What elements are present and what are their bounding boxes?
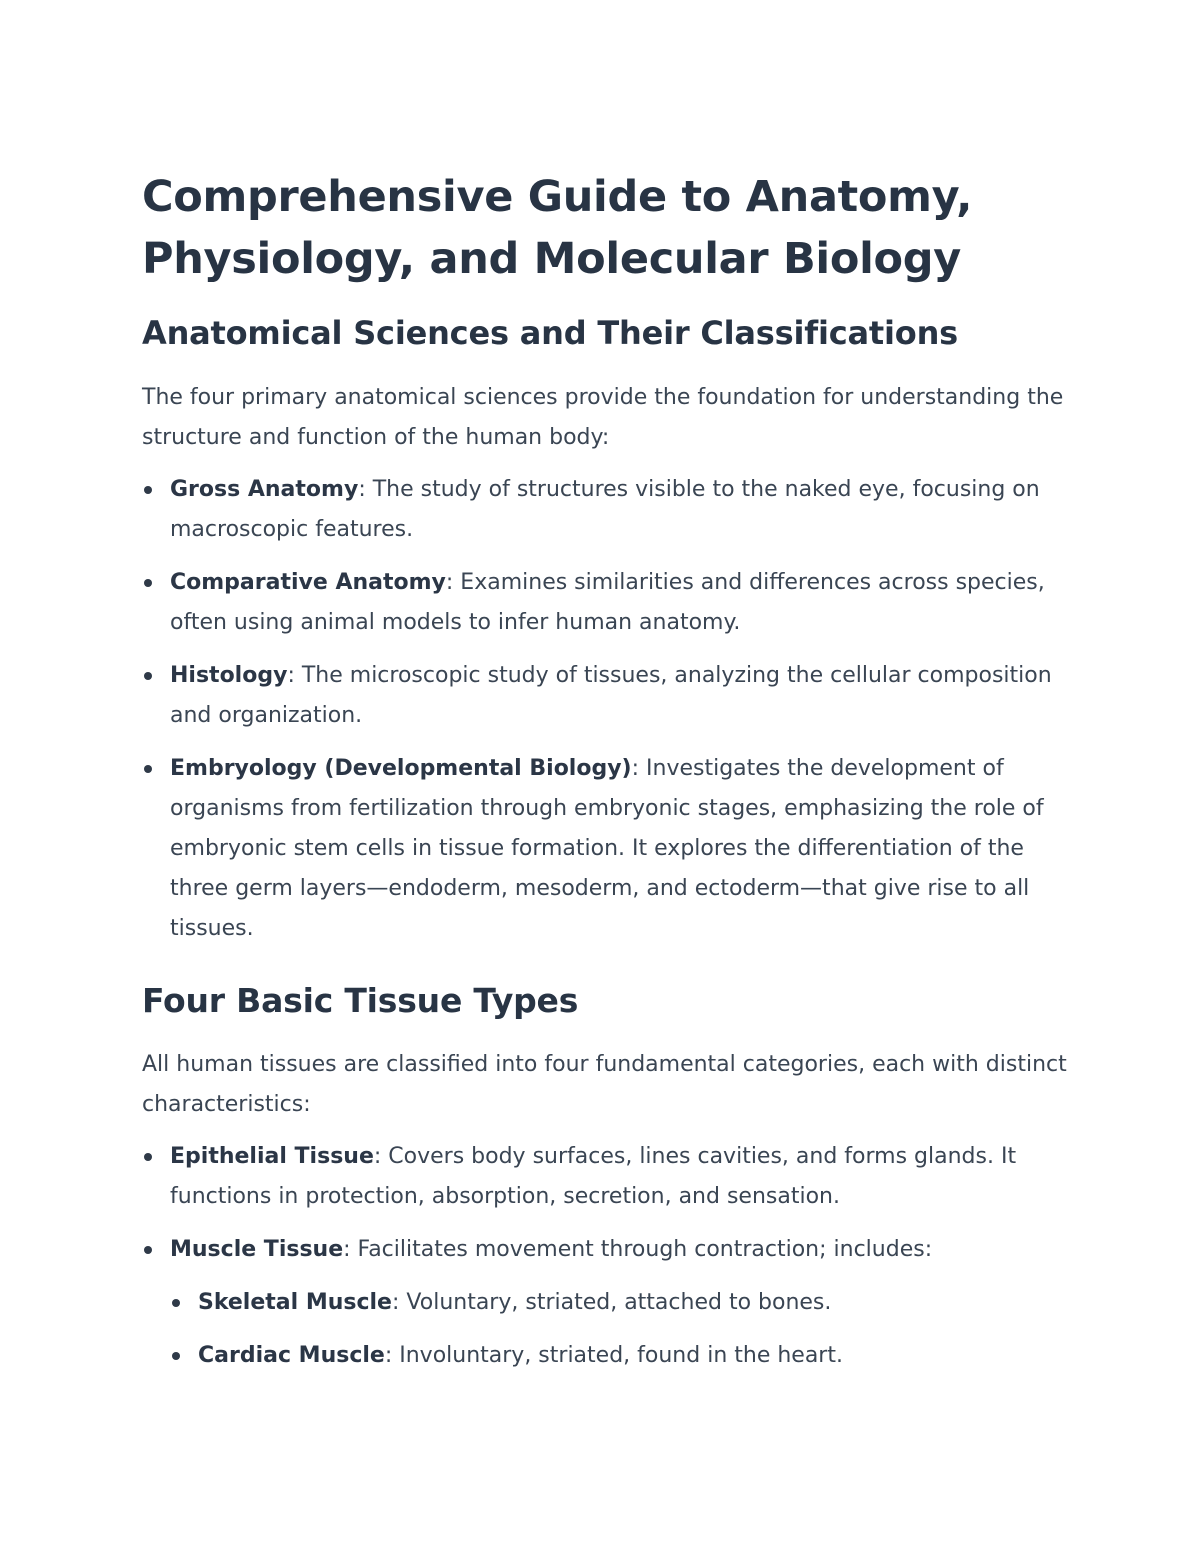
list-item-term: Embryology (Developmental Biology)	[170, 756, 632, 781]
list-item-text: Facilitates movement through contraction; includes:	[350, 1237, 933, 1262]
section-heading-anatomical-sciences: Anatomical Sciences and Their Classifications	[142, 314, 959, 352]
list-item-text: Covers body surfaces, lines cavities, and forms glands. It functions in protection, absorption, secretion, and sensation.	[170, 1144, 1017, 1209]
sublist-item: Cardiac Muscle: Involuntary, striated, found in the heart.	[170, 1336, 1072, 1376]
sublist-item: Skeletal Muscle: Voluntary, striated, attached to bones.	[170, 1283, 1072, 1323]
section-intro-tissue-types: All human tissues are classified into four fundamental categories, each with distinct characteristics:	[142, 1052, 1067, 1117]
list-item: Comparative Anatomy: Examines similarities and differences across species, often using animal models to infer human anatomy.	[142, 563, 1072, 643]
list-item-text: The study of structures visible to the naked eye, focusing on macroscopic features.	[170, 477, 1040, 542]
anatomical-sciences-list	[142, 470, 1072, 949]
list-item: Embryology (Developmental Biology): Investigates the development of organisms from fertilization through embryonic stages, emphasizing the role of embryonic stem cells in tissue formation. It explores the differentiation of the three germ layers—endoderm, mesoderm, and ectoderm—that give rise to all tissues.	[142, 749, 1072, 949]
list-item-term: Comparative Anatomy	[170, 570, 446, 595]
sublist-item-term: Skeletal Muscle	[198, 1290, 392, 1315]
list-item-term: Histology	[170, 663, 288, 688]
list-item-text: Examines similarities and differences across species, often using animal models to infer human anatomy.	[170, 570, 1045, 635]
list-item: Epithelial Tissue: Covers body surfaces, lines cavities, and forms glands. It functions in protection, absorption, secretion, and sensation.	[142, 1137, 1072, 1217]
sublist-item-term: Cardiac Muscle	[198, 1343, 385, 1368]
list-item: Histology: The microscopic study of tissues, analyzing the cellular composition and organization.	[142, 656, 1072, 736]
list-item: Gross Anatomy: The study of structures visible to the naked eye, focusing on macroscopic features.	[142, 470, 1072, 550]
list-item-term: Epithelial Tissue	[170, 1144, 374, 1169]
muscle-types-sublist	[170, 1283, 1072, 1376]
sublist-item-text: Voluntary, striated, attached to bones.	[399, 1290, 832, 1315]
tissue-types-list	[142, 1137, 1072, 1376]
section-heading-tissue-types: Four Basic Tissue Types	[142, 981, 579, 1020]
list-item-term: Muscle Tissue	[170, 1237, 344, 1262]
list-item-text: The microscopic study of tissues, analyzing the cellular composition and organization.	[170, 663, 1052, 728]
document-title: Comprehensive Guide to Anatomy, Physiology, and Molecular Biology	[142, 172, 973, 284]
document-page	[142, 166, 1072, 1389]
sublist-item-text: Involuntary, striated, found in the heart.	[392, 1343, 843, 1368]
list-item-term: Gross Anatomy	[170, 477, 359, 502]
section-intro-anatomical-sciences: The four primary anatomical sciences provide the foundation for understanding the structure and function of the human body:	[142, 385, 1064, 450]
list-item-text: Investigates the development of organisms from fertilization through embryonic stages, emphasizing the role of embryonic stem cells in tissue formation. It explores the differentiation of the three germ layers—endoderm, mesoderm, and ectoderm—that give rise to all tissues.	[170, 756, 1044, 941]
list-item: Muscle Tissue: Facilitates movement through contraction; includes: Skeletal Muscle: Voluntary, striated, attached to bones. Cardiac Muscle: Involuntary, striated, found in the heart.	[142, 1230, 1072, 1376]
